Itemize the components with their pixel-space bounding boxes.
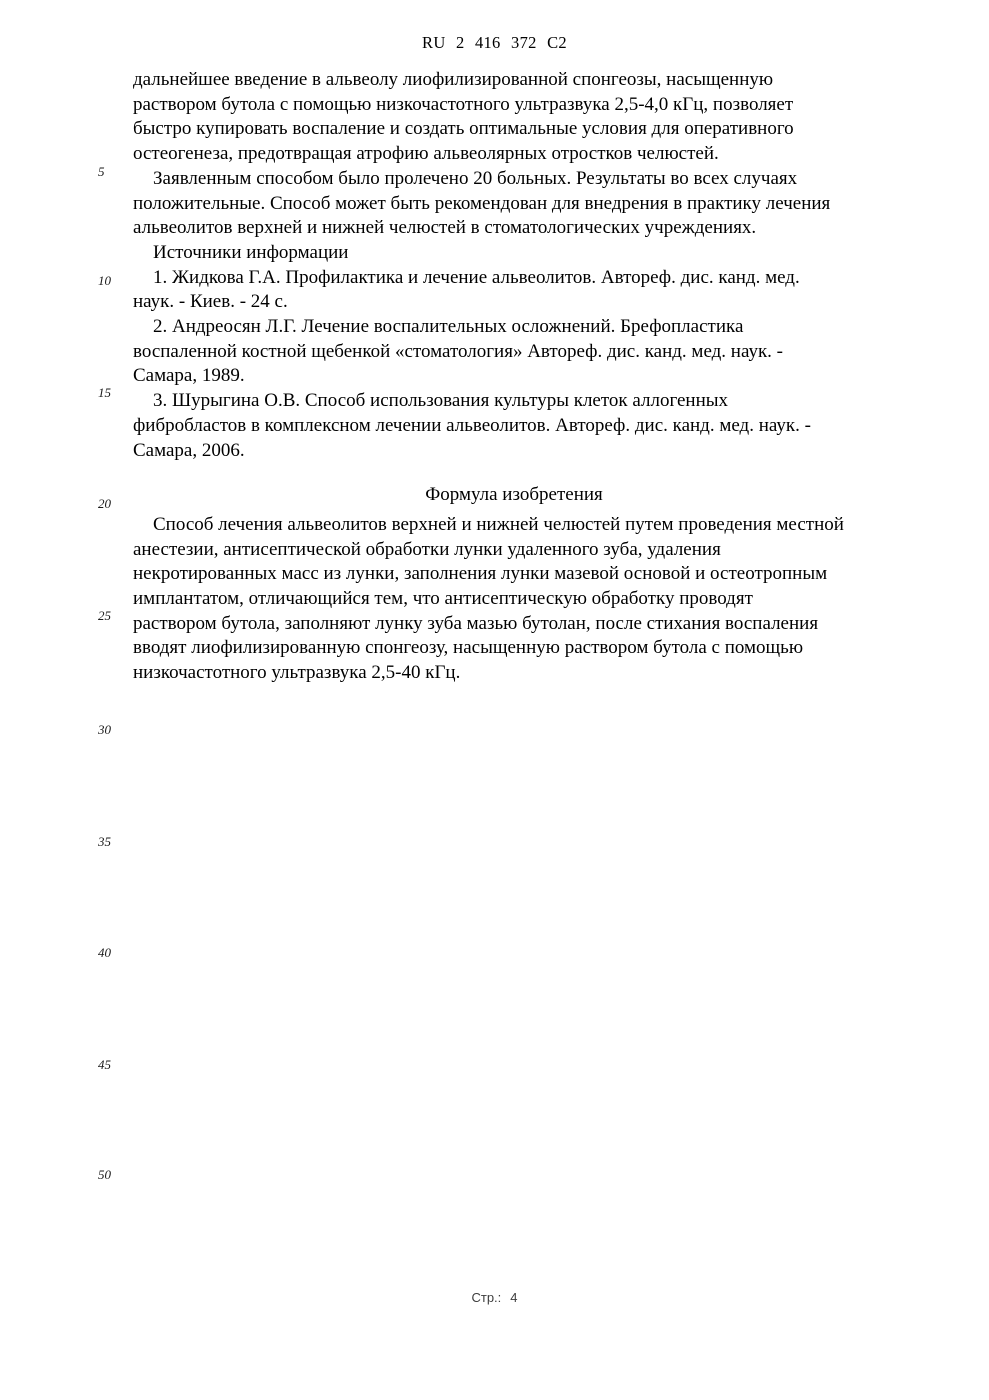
text-line: 3. Шурыгина О.В. Способ использования культуры клеток аллогенных: [153, 390, 729, 412]
text-line: имплантатом, отличающийся тем, что антисептическую обработку проводят: [133, 588, 753, 610]
text-line: альвеолитов верхней и нижней челюстей в стоматологических учреждениях.: [133, 217, 757, 239]
text-line: Самара, 2006.: [133, 439, 245, 461]
reference-item: [133, 315, 895, 389]
continuation-paragraph: [133, 68, 895, 167]
document-number-header: RU 2 416 372 C2: [422, 33, 567, 52]
page-footer: [0, 1290, 989, 1305]
text-line: быстро купировать воспаление и создать оптимальные условия для оперативного: [133, 118, 794, 140]
reference-item: [133, 266, 895, 315]
text-line: Заявленным способом было пролечено 20 больных. Результаты во всех случаях: [153, 167, 798, 189]
text-line: Самара, 1989.: [133, 365, 245, 387]
margin-line-number-30: 30: [98, 722, 111, 737]
margin-line-number-20: 20: [98, 496, 111, 511]
margin-line-number-10: 10: [98, 273, 111, 288]
text-line: раствором бутола с помощью низкочастотного ультразвука 2,5-4,0 кГц, позволяет: [133, 93, 794, 115]
text-line: вводят лиофилизированную спонгеозу, насыщенную раствором бутола с помощью: [133, 637, 804, 659]
formula-paragraph: [133, 513, 895, 686]
text-line: положительные. Способ может быть рекомендован для внедрения в практику лечения: [133, 192, 831, 214]
margin-line-number-45: 45: [98, 1057, 111, 1072]
document-body-text: [133, 68, 895, 686]
formula-heading: Формула изобретения: [425, 484, 603, 506]
text-line: фибробластов в комплексном лечении альвеолитов. Автореф. дис. канд. мед. наук. -: [133, 414, 811, 436]
text-line: дальнейшее введение в альвеолу лиофилизированной спонгеозы, насыщенную: [133, 69, 774, 90]
margin-line-number-25: 25: [98, 608, 111, 623]
margin-line-number-35: 35: [98, 834, 111, 849]
results-paragraph: [133, 167, 895, 241]
text-line: 2. Андреосян Л.Г. Лечение воспалительных осложнений. Брефопластика: [153, 316, 744, 338]
text-line: остеогенеза, предотвращая атрофию альвеолярных отростков челюстей.: [133, 143, 719, 165]
margin-line-number-40: 40: [98, 945, 111, 960]
sources-heading: Источники информации: [153, 241, 349, 263]
text-line: Способ лечения альвеолитов верхней и нижней челюстей путем проведения местной: [153, 513, 844, 535]
page-label: Стр.:: [471, 1290, 502, 1305]
reference-item: [133, 389, 895, 463]
margin-line-number-15: 15: [98, 385, 111, 400]
text-line: низкочастотного ультразвука 2,5-40 кГц.: [133, 662, 461, 684]
text-line: наук. - Киев. - 24 с.: [133, 291, 288, 313]
text-line: воспаленной костной щебенкой «стоматология» Автореф. дис. канд. мед. наук. -: [133, 340, 783, 362]
text-line: некротированных масс из лунки, заполнения лунки мазевой основой и остеотропным: [133, 563, 828, 585]
text-line: анестезии, антисептической обработки лунки удаленного зуба, удаления: [133, 538, 721, 560]
margin-line-number-5: 5: [98, 164, 105, 179]
page-number: 4: [510, 1290, 518, 1305]
margin-line-number-50: 50: [98, 1167, 111, 1182]
text-line: раствором бутола, заполняют лунку зуба мазью бутолан, после стихания воспаления: [133, 612, 819, 634]
text-line: 1. Жидкова Г.А. Профилактика и лечение альвеолитов. Автореф. дис. канд. мед.: [153, 266, 800, 288]
